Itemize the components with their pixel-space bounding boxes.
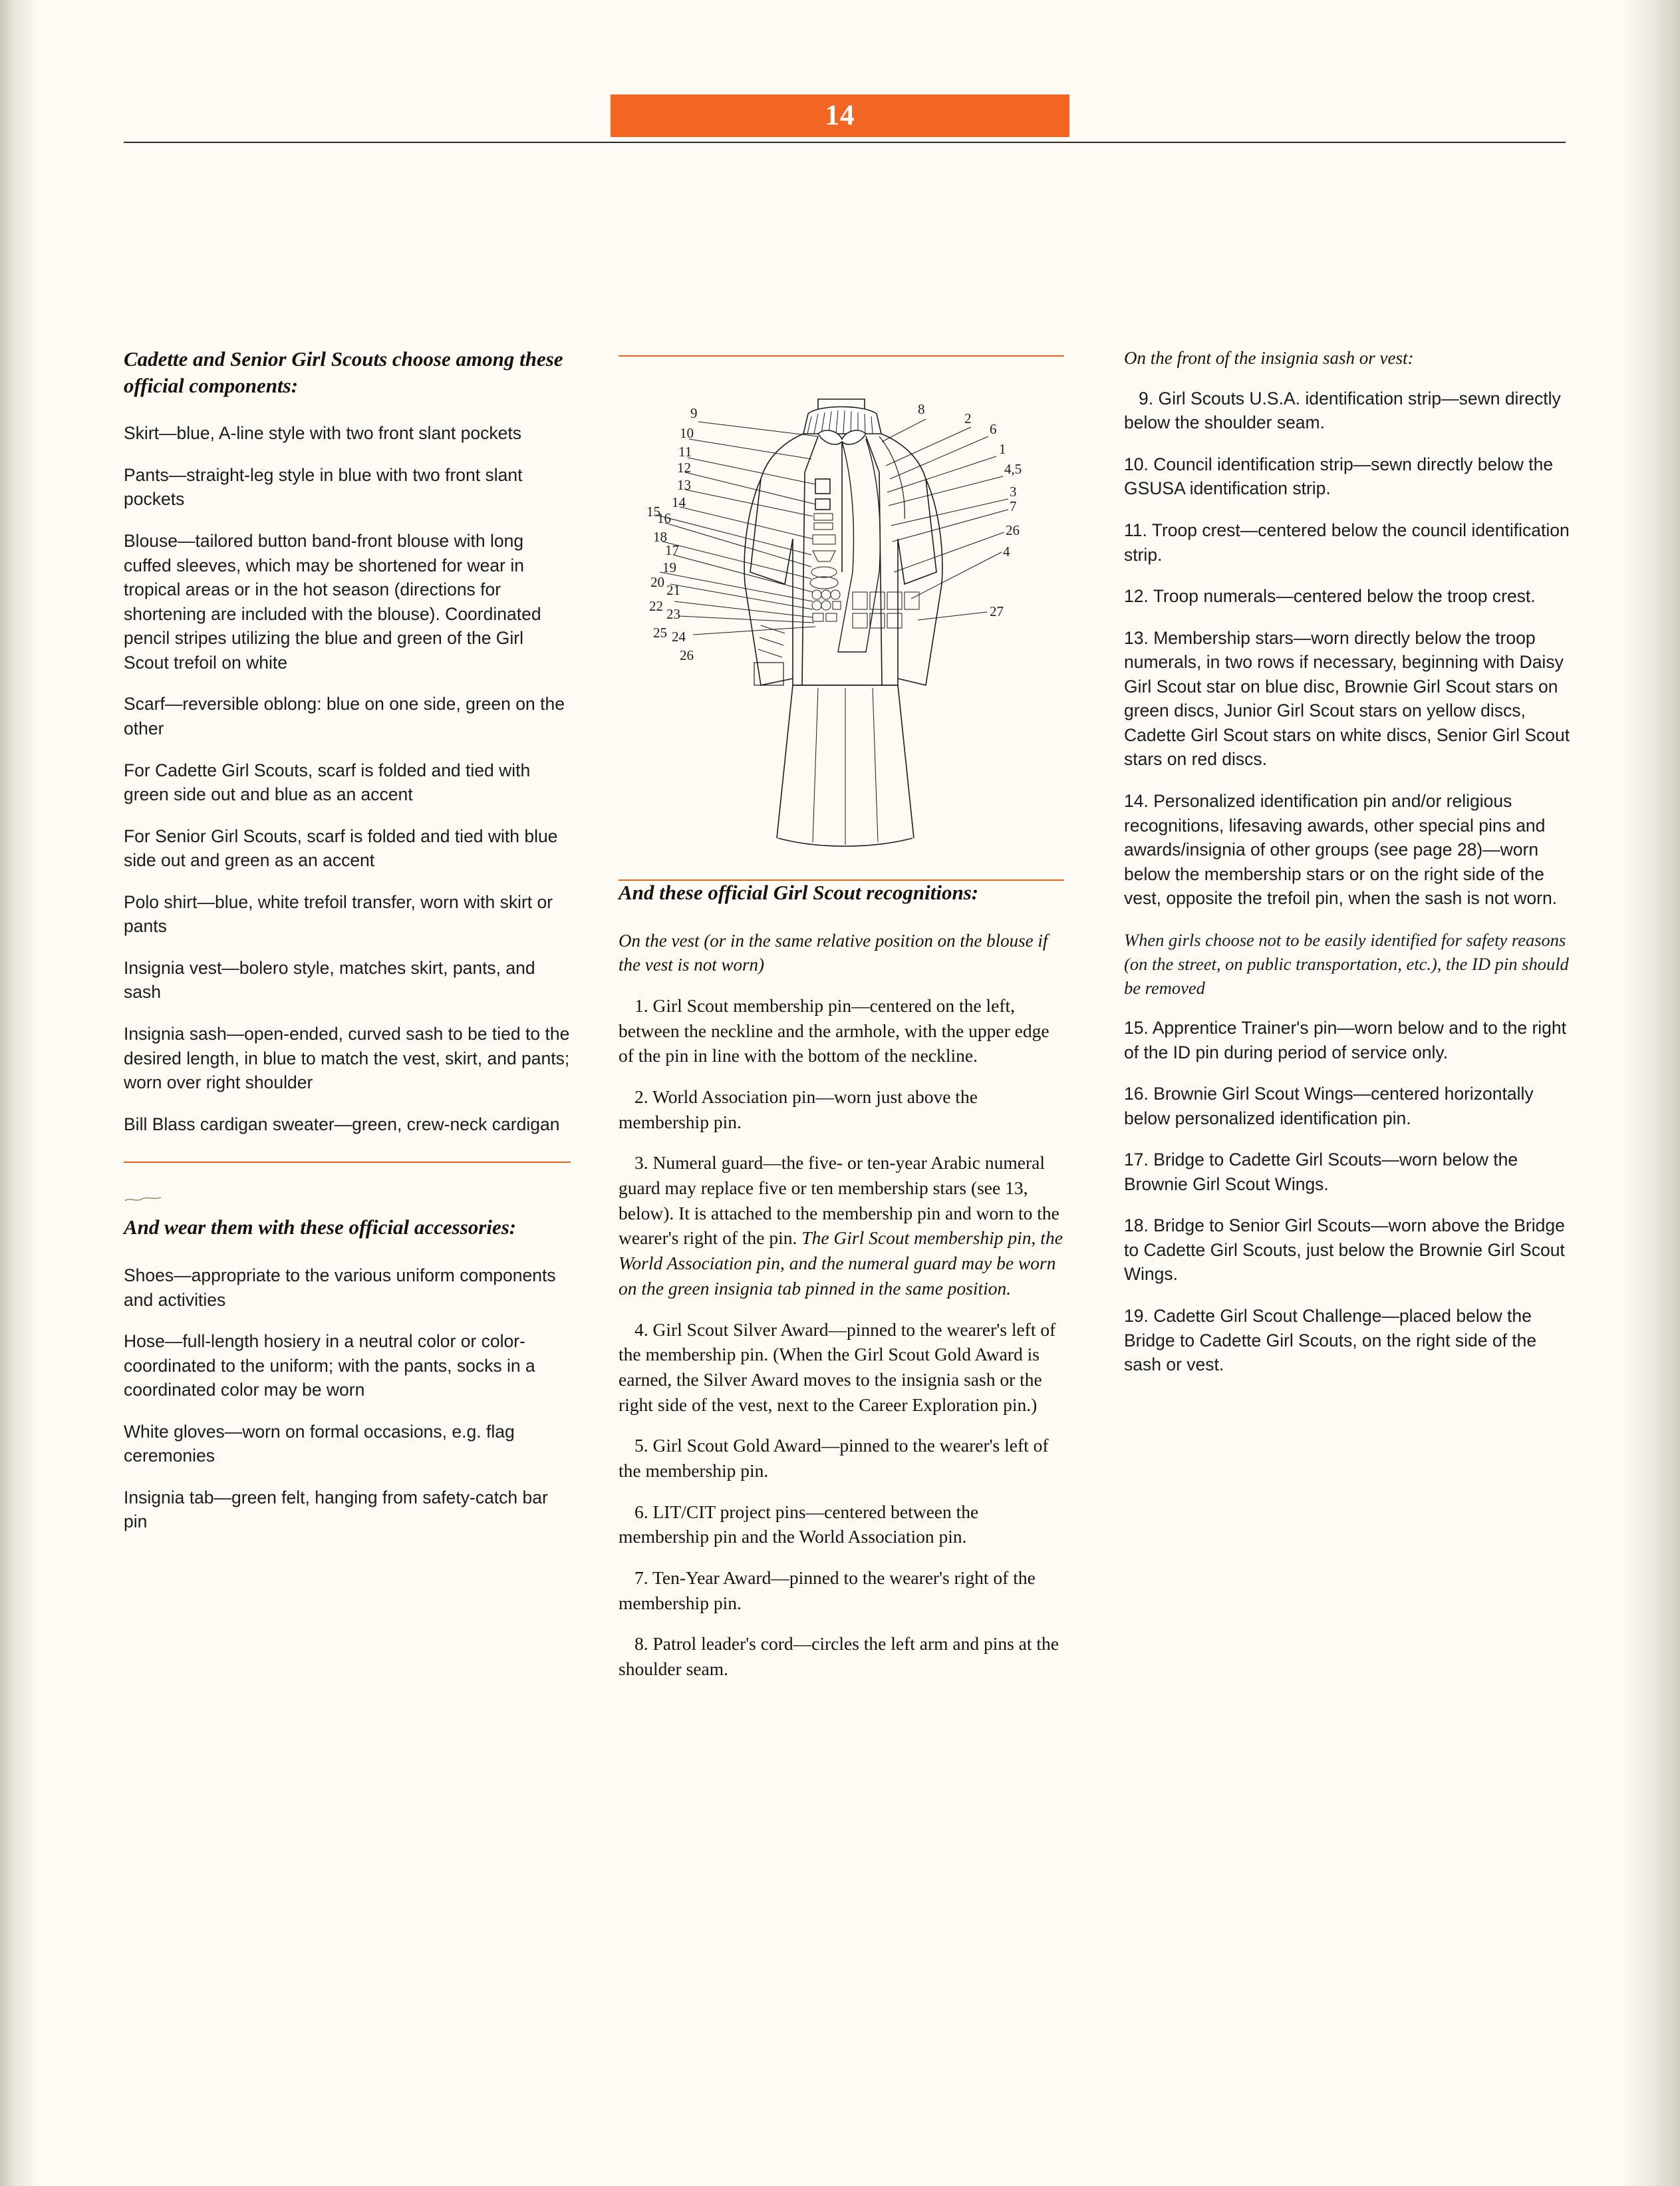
uniform-diagram-figure bbox=[619, 346, 1064, 878]
svg-text:16: 16 bbox=[657, 510, 671, 526]
middle-column bbox=[619, 879, 1064, 1698]
sash-item: 16. Brownie Girl Scout Wings—centered horizontally below personalized identification pin. bbox=[1124, 1084, 1534, 1128]
component-item: Blouse—tailored button band-front blouse with long cuffed sleeves, which may be shortened for wear in tropical areas or in the hot season (directions for shortening are included with the blouse). Coordinated pencil stripes utilizing the blue and green of the Girl Scout trefoil on white bbox=[124, 531, 541, 673]
svg-text:20: 20 bbox=[650, 574, 664, 590]
component-item: For Cadette Girl Scouts, scarf is folded and tied with green side out and blue as an accent bbox=[124, 760, 531, 805]
recognition-item: 1. Girl Scout membership pin—centered on the left, between the neckline and the armhole, with the upper edge of the pin in line with the bottom of the neckline. bbox=[619, 995, 1050, 1066]
recognition-item: 8. Patrol leader's cord—circles the left arm and pins at the shoulder seam. bbox=[619, 1633, 1059, 1679]
recognition-item: 2. World Association pin—worn just above the membership pin. bbox=[619, 1086, 978, 1132]
safety-note: When girls choose not to be easily identified for safety reasons (on the street, on public transportation, etc.), the ID pin should be removed bbox=[1124, 929, 1569, 998]
item3-plain-text: 3. Numeral guard—the five- or ten-year Arabic numeral guard may replace five or ten membership stars (see 13, below). It is attached to the membership pin and worn to the wearer's right of the pin. bbox=[619, 1152, 1059, 1249]
svg-text:24: 24 bbox=[672, 629, 686, 645]
component-item: Skirt—blue, A-line style with two front slant pockets bbox=[124, 423, 521, 444]
left-column-heading: Cadette and Senior Girl Scouts choose among these official components: bbox=[124, 347, 563, 397]
svg-text:22: 22 bbox=[649, 598, 663, 614]
sash-item: 18. Bridge to Senior Girl Scouts—worn above the Bridge to Cadette Girl Scouts, just below the Brownie Girl Scout Wings. bbox=[1124, 1215, 1565, 1285]
recognition-item-3 bbox=[619, 1150, 1064, 1301]
uniform-illustration bbox=[619, 373, 1064, 878]
svg-text:2: 2 bbox=[964, 410, 972, 426]
svg-text:23: 23 bbox=[666, 606, 680, 622]
accessory-item: Shoes—appropriate to the various uniform components and activities bbox=[124, 1265, 556, 1310]
svg-text:14: 14 bbox=[672, 494, 686, 510]
accessory-item: White gloves—worn on formal occasions, e.g. flag ceremonies bbox=[124, 1421, 515, 1466]
svg-text:8: 8 bbox=[918, 401, 925, 417]
svg-text:26: 26 bbox=[1006, 522, 1020, 538]
left-column bbox=[124, 346, 571, 1551]
sash-item: 9. Girl Scouts U.S.A. identification strip—sewn directly below the shoulder seam. bbox=[1124, 388, 1561, 433]
svg-text:1: 1 bbox=[999, 441, 1006, 457]
svg-text:17: 17 bbox=[665, 542, 679, 558]
sash-item: 19. Cadette Girl Scout Challenge—placed below the Bridge to Cadette Girl Scouts, on the right side of the sash or vest. bbox=[1124, 1306, 1537, 1375]
svg-text:7: 7 bbox=[1010, 498, 1017, 514]
recognition-item: 6. LIT/CIT project pins—centered between the membership pin and the World Association pin. bbox=[619, 1501, 979, 1547]
svg-text:10: 10 bbox=[680, 425, 694, 441]
right-column bbox=[1124, 346, 1571, 1394]
svg-text:4: 4 bbox=[1003, 544, 1010, 559]
svg-text:6: 6 bbox=[990, 421, 997, 437]
header-divider bbox=[124, 142, 1566, 143]
page-number-badge: 14 bbox=[611, 94, 1069, 137]
item3-italic-text: The Girl Scout membership pin, the World Association pin, and the numeral guard may be worn on the green insignia tab pinned in the same position. bbox=[619, 1227, 1063, 1299]
svg-text:25: 25 bbox=[653, 625, 667, 641]
component-item: Pants—straight-leg style in blue with two front slant pockets bbox=[124, 464, 523, 510]
svg-text:21: 21 bbox=[666, 582, 680, 598]
recognitions-heading: And these official Girl Scout recognitions: bbox=[619, 881, 979, 904]
svg-text:13: 13 bbox=[677, 477, 691, 493]
sash-item: 11. Troop crest—centered below the council identification strip. bbox=[1124, 520, 1570, 565]
component-item: Bill Blass cardigan sweater—green, crew-neck cardigan bbox=[124, 1114, 560, 1134]
sash-item: 17. Bridge to Cadette Girl Scouts—worn below the Brownie Girl Scout Wings. bbox=[1124, 1150, 1518, 1194]
accessory-item: Hose—full-length hosiery in a neutral color or color-coordinated to the uniform; with the pants, socks in a coordinated color may be worn bbox=[124, 1331, 535, 1400]
recognition-item: 5. Girl Scout Gold Award—pinned to the wearer's left of the membership pin. bbox=[619, 1435, 1049, 1481]
svg-text:4,5: 4,5 bbox=[1004, 461, 1022, 477]
svg-text:19: 19 bbox=[662, 559, 676, 575]
component-item: For Senior Girl Scouts, scarf is folded and tied with blue side out and green as an accent bbox=[124, 826, 558, 871]
svg-text:18: 18 bbox=[653, 529, 667, 545]
sash-item: 12. Troop numerals—centered below the troop crest. bbox=[1124, 586, 1536, 607]
component-item: Polo shirt—blue, white trefoil transfer, worn with skirt or pants bbox=[124, 891, 553, 937]
component-item: Insignia sash—open-ended, curved sash to be tied to the desired length, in blue to match the vest, skirt, and pants; worn over right shoulder bbox=[124, 1024, 570, 1093]
sash-item: 10. Council identification strip—sewn directly below the GSUSA identification strip. bbox=[1124, 454, 1554, 499]
component-item: Scarf—reversible oblong: blue on one side, green on the other bbox=[124, 694, 565, 738]
pen-mark-decoration bbox=[124, 1195, 164, 1204]
sash-item: 13. Membership stars—worn directly below the troop numerals, in two rows if necessary, beginning with Daisy Girl Scout star on blue disc, Brownie Girl Scout stars on green discs, Junior Girl Scout stars on yellow discs, Cadette Girl Scout stars on white discs, Senior Girl Scout stars on red discs. bbox=[1124, 627, 1570, 770]
accessory-item: Insignia tab—green felt, hanging from safety-catch bar pin bbox=[124, 1487, 548, 1532]
svg-text:15: 15 bbox=[646, 504, 660, 520]
component-item: Insignia vest—bolero style, matches skirt, pants, and sash bbox=[124, 957, 535, 1003]
svg-text:12: 12 bbox=[677, 460, 691, 476]
svg-text:26: 26 bbox=[680, 647, 694, 663]
sash-item: 14. Personalized identification pin and/or religious recognitions, lifesaving awards, other special pins and awards/insignia of other groups (see page 28)—worn below the membership stars or on the right side of the vest, opposite the trefoil pin, when the sash is not worn. bbox=[1124, 791, 1558, 909]
accessories-heading: And wear them with these official accessories: bbox=[124, 1215, 517, 1239]
sash-item: 15. Apprentice Trainer's pin—worn below and to the right of the ID pin during period of service only. bbox=[1124, 1017, 1566, 1062]
recognition-item: 4. Girl Scout Silver Award—pinned to the wearer's left of the membership pin. (When the Girl Scout Gold Award is earned, the Silver Award moves to the insignia sash or the right side of the vest, next to the Career Exploration pin.) bbox=[619, 1319, 1056, 1415]
sash-intro: On the front of the insignia sash or vest: bbox=[1124, 348, 1414, 368]
svg-text:27: 27 bbox=[990, 603, 1004, 619]
figure-divider-top bbox=[619, 355, 1064, 357]
svg-text:9: 9 bbox=[690, 405, 698, 421]
svg-text:11: 11 bbox=[678, 444, 692, 460]
recognitions-intro: On the vest (or in the same relative position on the blouse if the vest is not worn) bbox=[619, 930, 1048, 975]
recognition-item: 7. Ten-Year Award—pinned to the wearer's right of the membership pin. bbox=[619, 1567, 1036, 1613]
svg-text:3: 3 bbox=[1010, 484, 1017, 500]
section-divider bbox=[124, 1162, 571, 1163]
